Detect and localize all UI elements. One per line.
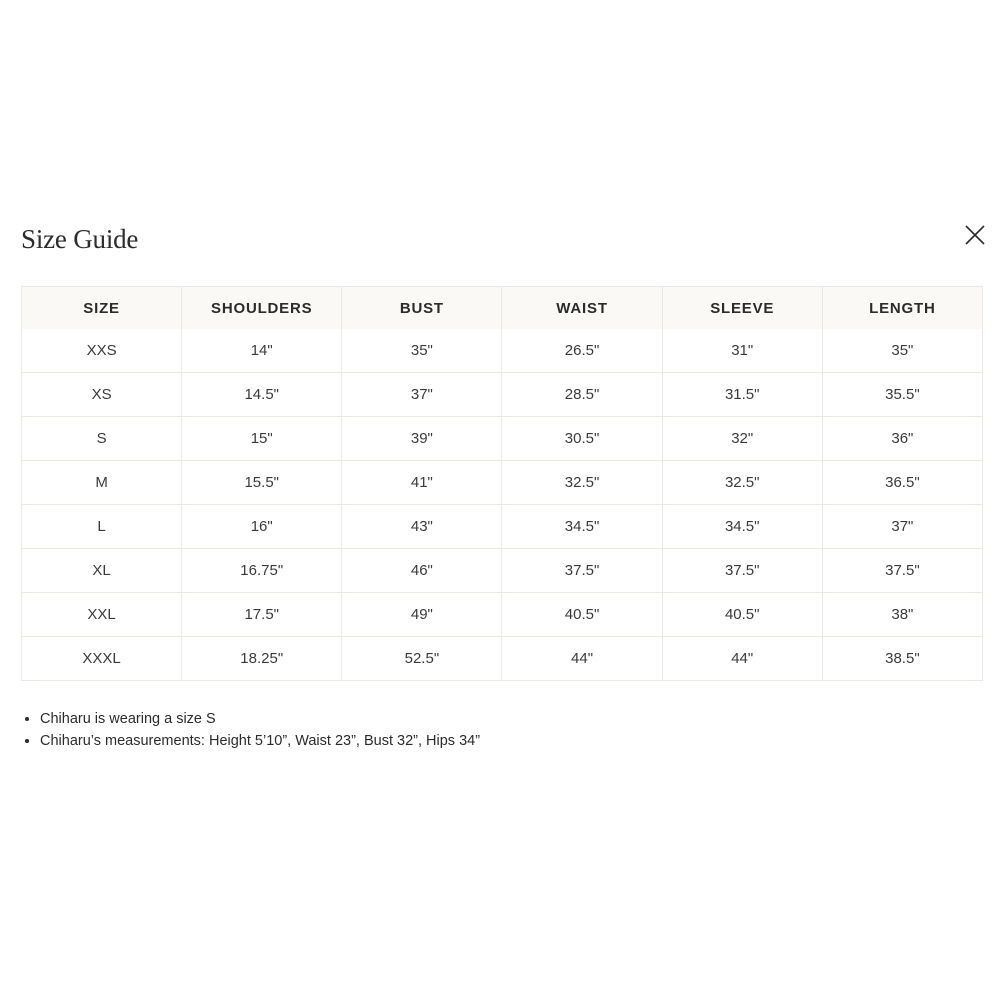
- table-cell: 39": [342, 417, 502, 461]
- column-header: SLEEVE: [662, 287, 822, 330]
- table-cell: 17.5": [182, 593, 342, 637]
- table-cell: 37.5": [502, 549, 662, 593]
- table-row: [22, 373, 983, 417]
- table-cell: XXL: [22, 593, 182, 637]
- table-cell: 52.5": [342, 637, 502, 681]
- table-cell: 34.5": [662, 505, 822, 549]
- table-cell: 36.5": [822, 461, 982, 505]
- table-cell: 38.5": [822, 637, 982, 681]
- table-cell: 32.5": [502, 461, 662, 505]
- column-header: BUST: [342, 287, 502, 330]
- column-header: SIZE: [22, 287, 182, 330]
- close-button[interactable]: [962, 222, 988, 248]
- table-cell: 15.5": [182, 461, 342, 505]
- table-row: [22, 329, 983, 373]
- table-cell: 26.5": [502, 329, 662, 373]
- table-cell: 44": [662, 637, 822, 681]
- table-cell: 35": [342, 329, 502, 373]
- table-cell: 46": [342, 549, 502, 593]
- table-cell: M: [22, 461, 182, 505]
- table-cell: 31": [662, 329, 822, 373]
- table-cell: L: [22, 505, 182, 549]
- table-cell: 14.5": [182, 373, 342, 417]
- table-row: [22, 549, 983, 593]
- model-notes-list: [21, 708, 480, 752]
- column-header: WAIST: [502, 287, 662, 330]
- column-header: LENGTH: [822, 287, 982, 330]
- table-cell: 44": [502, 637, 662, 681]
- table-cell: 37": [342, 373, 502, 417]
- table-cell: S: [22, 417, 182, 461]
- table-header-row: [22, 287, 983, 330]
- table-cell: 16": [182, 505, 342, 549]
- size-table: [21, 286, 983, 681]
- table-cell: 34.5": [502, 505, 662, 549]
- table-cell: 49": [342, 593, 502, 637]
- close-icon: [962, 222, 988, 248]
- table-cell: 41": [342, 461, 502, 505]
- table-cell: 14": [182, 329, 342, 373]
- table-cell: 38": [822, 593, 982, 637]
- table-row: [22, 593, 983, 637]
- note-item: • Chiharu’s measurements: Height 5’10”, Waist 23”, Bust 32”, Hips 34”: [40, 730, 480, 752]
- table-cell: 37": [822, 505, 982, 549]
- table-cell: 18.25": [182, 637, 342, 681]
- table-cell: 40.5": [662, 593, 822, 637]
- table-cell: XXXL: [22, 637, 182, 681]
- table-cell: XS: [22, 373, 182, 417]
- table-cell: 35": [822, 329, 982, 373]
- table-cell: 16.75": [182, 549, 342, 593]
- table-cell: 36": [822, 417, 982, 461]
- table-cell: XXS: [22, 329, 182, 373]
- table-cell: 15": [182, 417, 342, 461]
- table-cell: 32.5": [662, 461, 822, 505]
- table-row: [22, 505, 983, 549]
- table-cell: 31.5": [662, 373, 822, 417]
- table-cell: 30.5": [502, 417, 662, 461]
- table-cell: 37.5": [822, 549, 982, 593]
- column-header: SHOULDERS: [182, 287, 342, 330]
- table-cell: 37.5": [662, 549, 822, 593]
- table-cell: 35.5": [822, 373, 982, 417]
- note-item: • Chiharu is wearing a size S: [40, 708, 480, 730]
- table-cell: 40.5": [502, 593, 662, 637]
- table-cell: 43": [342, 505, 502, 549]
- table-cell: 28.5": [502, 373, 662, 417]
- table-row: [22, 637, 983, 681]
- table-row: [22, 417, 983, 461]
- page-title: Size Guide: [21, 224, 139, 254]
- table-cell: 32": [662, 417, 822, 461]
- table-cell: XL: [22, 549, 182, 593]
- table-row: [22, 461, 983, 505]
